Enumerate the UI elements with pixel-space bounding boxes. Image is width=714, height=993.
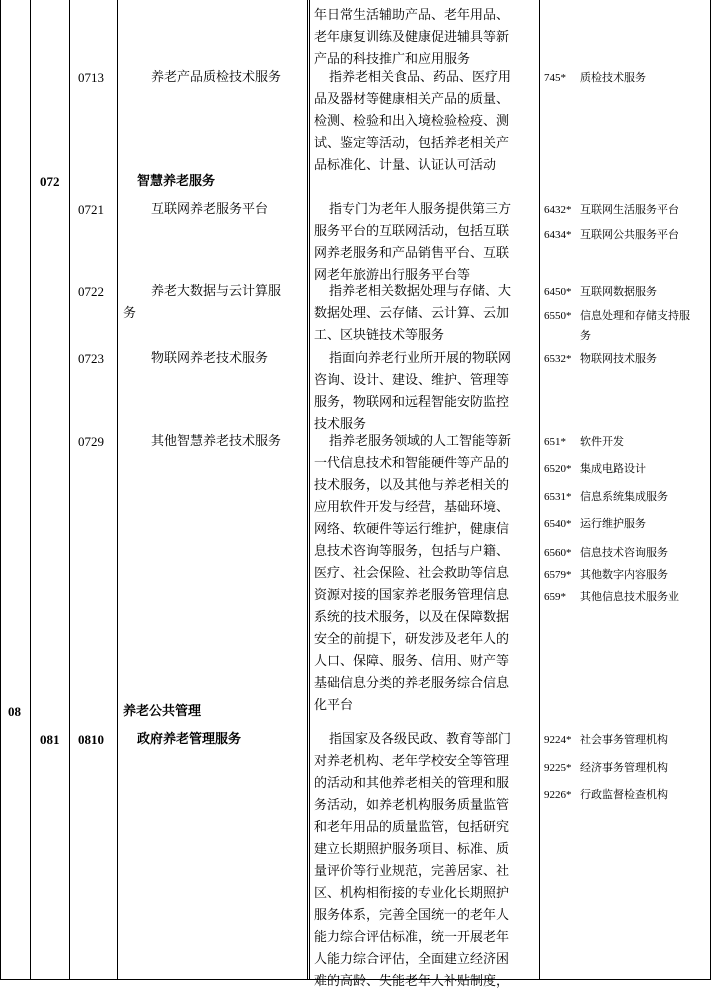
desc-line: 难的高龄、失能老年人补贴制度， <box>314 974 510 989</box>
ref-name: 软件开发 <box>580 435 624 448</box>
ref-name: 集成电路设计 <box>580 462 646 475</box>
desc-line: 区、机构相衔接的专业化长期照护 <box>314 886 510 901</box>
class-code-0723: 0723 <box>78 351 104 366</box>
desc-line: 人能力综合评估，全面建立经济困 <box>314 952 510 967</box>
desc-line: 指面向养老行业所开展的物联网 <box>329 351 512 366</box>
desc-line: 指养老服务领域的人工智能等新 <box>329 434 512 449</box>
desc-line: 安全的前提下，研发涉及老年人的 <box>314 632 510 647</box>
class-code-0810: 0810 <box>78 732 104 747</box>
category-code-08: 08 <box>8 704 21 719</box>
ref-code: 6532* <box>544 353 572 365</box>
desc-line: 指国家及各级民政、教育等部门 <box>329 732 512 747</box>
desc-line: 对养老机构、老年学校安全等管理 <box>314 754 510 769</box>
class-name-0722-cont: 务 <box>123 306 137 321</box>
ref-name: 物联网技术服务 <box>580 352 657 365</box>
desc-line: 量评价等行业规范，完善居家、社 <box>314 864 510 879</box>
ref-code: 6450* <box>544 286 572 298</box>
description-0723 <box>314 348 538 436</box>
ref-code: 9225* <box>544 762 572 774</box>
ref-code: 651* <box>544 436 566 448</box>
desc-line: 品标准化、计量、认证认可活动 <box>314 158 497 173</box>
description-0713 <box>314 67 538 177</box>
desc-line: 化平台 <box>314 698 354 713</box>
desc-line: 技术服务 <box>314 417 367 432</box>
ref-code: 6540* <box>544 518 572 530</box>
table-border-left <box>0 0 1 979</box>
desc-line: 年日常生活辅助产品、老年用品、 <box>314 8 510 23</box>
desc-line: 试、鉴定等活动，包括养老相关产 <box>314 136 510 151</box>
table-column-divider <box>309 0 310 979</box>
description-0721 <box>314 199 538 287</box>
desc-line: 能力综合评估标准，统一开展老年 <box>314 930 510 945</box>
ref-name: 行政监督检查机构 <box>580 788 668 801</box>
desc-line: 人口、保障、服务、信用、财产等 <box>314 654 510 669</box>
ref-name: 互联网数据服务 <box>580 285 657 298</box>
desc-line: 息技术咨询等服务，包括与户籍、 <box>314 544 510 559</box>
table-column-divider <box>69 0 70 979</box>
class-code-0721: 0721 <box>78 202 104 217</box>
class-name-0723: 物联网养老技术服务 <box>151 351 269 366</box>
table-column-divider <box>117 0 118 979</box>
ref-code: 9226* <box>544 789 572 801</box>
description-0722 <box>314 281 538 347</box>
group-name-072: 智慧养老服务 <box>137 174 216 189</box>
desc-line: 基础信息分类的养老服务综合信息 <box>314 676 510 691</box>
table-column-divider <box>307 0 308 979</box>
desc-line: 网络、软硬件等运行维护，健康信 <box>314 522 510 537</box>
class-name-0722: 养老大数据与云计算服 <box>151 284 282 299</box>
desc-line: 老年康复训练及健康促进辅具等新 <box>314 30 510 45</box>
ref-name: 信息系统集成服务 <box>580 490 668 503</box>
desc-line: 产品的科技推广和应用服务 <box>314 52 471 67</box>
desc-line: 医疗、社会保险、社会救助等信息 <box>314 566 510 581</box>
description-0729 <box>314 431 538 717</box>
ref-name: 经济事务管理机构 <box>580 761 668 774</box>
ref-code: 6560* <box>544 547 572 559</box>
ref-code: 6531* <box>544 491 572 503</box>
desc-line: 指专门为老年人服务提供第三方 <box>329 202 512 217</box>
ref-code: 745* <box>544 72 566 84</box>
ref-name: 信息技术咨询服务 <box>580 546 668 559</box>
ref-name: 其他数字内容服务 <box>580 568 668 581</box>
desc-line: 网老年旅游出行服务平台等 <box>314 268 471 283</box>
ref-name-cont: 务 <box>580 329 591 342</box>
table-column-divider <box>539 0 540 979</box>
desc-line: 网养老服务和产品销售平台、互联 <box>314 246 510 261</box>
desc-line: 技术服务，以及其他与养老相关的 <box>314 478 510 493</box>
desc-line: 工、区块链技术等服务 <box>314 328 445 343</box>
ref-name: 社会事务管理机构 <box>580 733 668 746</box>
desc-line: 数据处理、云存储、云计算、云加 <box>314 306 510 321</box>
desc-line: 建立长期照护服务项目、标准、质 <box>314 842 510 857</box>
desc-line: 咨询、设计、建设、维护、管理等 <box>314 373 510 388</box>
ref-name: 运行维护服务 <box>580 517 646 530</box>
ref-name: 信息处理和存储支持服 <box>580 309 690 322</box>
ref-name: 质检技术服务 <box>580 71 646 84</box>
desc-line: 服务，物联网和远程智能安防监控 <box>314 395 510 410</box>
description-0810 <box>314 729 538 993</box>
desc-line: 资源对接的国家养老服务管理信息 <box>314 588 510 603</box>
group-code-081: 081 <box>40 732 60 747</box>
class-name-0729: 其他智慧养老技术服务 <box>151 434 282 449</box>
group-code-072: 072 <box>40 174 60 189</box>
category-name-08: 养老公共管理 <box>123 704 202 719</box>
desc-line: 服务平台的互联网活动，包括互联 <box>314 224 510 239</box>
ref-code: 6579* <box>544 569 572 581</box>
desc-line: 和老年用品的质量监管，包括研究 <box>314 820 510 835</box>
desc-line: 应用软件开发与经营，基础环境、 <box>314 500 510 515</box>
ref-code: 6520* <box>544 463 572 475</box>
ref-code: 9224* <box>544 734 572 746</box>
table-border-right <box>710 0 711 979</box>
ref-name: 其他信息技术服务业 <box>580 590 679 603</box>
ref-code: 6550* <box>544 310 572 322</box>
class-name-0810: 政府养老管理服务 <box>137 732 242 747</box>
desc-line: 的活动和其他养老相关的管理和服 <box>314 776 510 791</box>
desc-line: 一代信息技术和智能硬件等产品的 <box>314 456 510 471</box>
desc-line: 检测、检验和出入境检验检疫、测 <box>314 114 510 129</box>
description-continuation <box>314 5 538 71</box>
ref-name: 互联网生活服务平台 <box>580 203 679 216</box>
desc-line: 指养老相关数据处理与存储、大 <box>329 284 512 299</box>
desc-line: 品及器材等健康相关产品的质量、 <box>314 92 510 107</box>
class-code-0722: 0722 <box>78 284 104 299</box>
ref-code: 6432* <box>544 204 572 216</box>
table-column-divider <box>30 0 31 979</box>
desc-line: 系统的技术服务，以及在保障数据 <box>314 610 510 625</box>
desc-line: 指养老相关食品、药品、医疗用 <box>329 70 512 85</box>
class-name-0713: 养老产品质检技术服务 <box>151 70 282 85</box>
class-name-0721: 互联网养老服务平台 <box>151 202 269 217</box>
ref-code: 659* <box>544 591 566 603</box>
class-code-0713: 0713 <box>78 70 104 85</box>
desc-line: 务活动，如养老机构服务质量监管 <box>314 798 510 813</box>
ref-code: 6434* <box>544 229 572 241</box>
desc-line: 服务体系，完善全国统一的老年人 <box>314 908 510 923</box>
ref-name: 互联网公共服务平台 <box>580 228 679 241</box>
class-code-0729: 0729 <box>78 434 104 449</box>
